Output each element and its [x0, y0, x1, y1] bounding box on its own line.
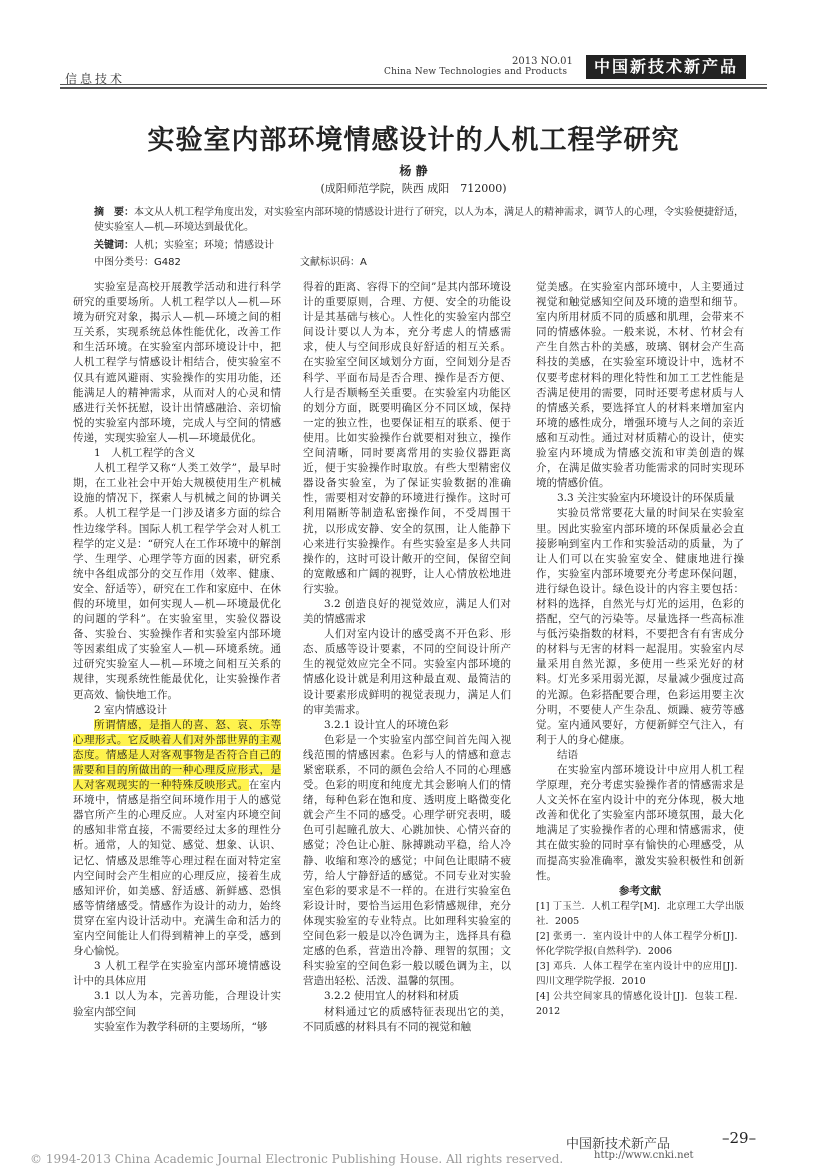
- section-heading: 2 室内情感设计: [94, 703, 168, 716]
- paragraph: 人机工程学又称“人类工效学”，最早时期，在工业社会中开始大规模使用生产机械设施的情况下，探索人与机械之间的协调关系。人机工程学是一门涉及诸多方面的综合性边缘学科。国际人机工程学学会对人机工程学的定义是：“研究人在工作环境中的解剖学、生理学、心理学等方面的因素，研究系统中各组成部分的交互作用（效率、健康、安全、舒适等），研究在工作和家庭中、在休假的环境里，如何实现人—机—环境最优化的问题的学科”。在实验室里，实验仪器设备、实验台、实验操作者和实验室内部环境等因素组成了实验室人—机—环境系统。通过研究实验室人—机—环境之间相互关系的规律，实现系统性能最优化，让实验操作者更高效、愉快地工作。: [73, 462, 281, 701]
- journal-name-en: China New Technologies and Products: [384, 67, 568, 77]
- author: 杨 静: [399, 164, 428, 178]
- paragraph: [73, 718, 281, 960]
- keywords-label: 关键词：: [94, 240, 134, 251]
- section-heading: 3 人机工程学在实验室内部环境情感设计中的具体应用: [73, 960, 281, 988]
- body-column-3: [536, 280, 744, 1019]
- abstract-text: 本文从人机工程学角度出发，对实验室内部环境的情感设计进行了研究，以人为本，满足人的精神需求，调节人的心理，令实验便捷舒适，使实验室人—机—环境达到最优化。: [94, 207, 744, 233]
- affiliation: (成阳师范学院，陕西 成阳 712000): [320, 182, 507, 195]
- reference-item: [3] 邓兵．人体工程学在室内设计中的应用[J]．四川文理学院学报．2010: [536, 960, 744, 987]
- header-rule: [60, 84, 767, 85]
- subsection-heading: 3.2 创造良好的视觉效应，满足人们对美的情感需求: [303, 597, 511, 626]
- reference-item: [4] 公共空间家具的情感化设计[J]．包装工程．2012: [536, 990, 744, 1017]
- copyright-watermark: © 1994-2013 China Academic Journal Electronic Publishing House. All rights reserved.: [30, 1152, 564, 1166]
- paragraph: 色彩是一个实验室内部空间首先闯入视线范围的情感因素。色彩与人的情感和意志紧密联系，不同的颜色会给人不同的心理感受。色彩的明度和纯度尤其会影响人们的情绪，每种色彩在饱和度、透明度上略微变化就会产生不同的感受。心理学研究表明，暖色可引起瞳孔放大、心跳加快、心情兴奋的感觉；冷色让心脏、脉搏跳动平稳，给人冷静、收缩和寒冷的感觉；中间色让眼睛不疲劳，给人宁静舒适的感觉。不同专业对实验室色彩的要求是不一样的。在进行实验室色彩设计时，要恰当运用色彩情感规律，充分体现实验室的专业特点。比如理科实验室的空间色彩一般是以冷色调为主，选择具有稳定感的色系，营造出冷静、理智的氛围；文科实验室的空间色彩一般以暖色调为主，以营造出轻松、活泼、温馨的氛围。: [303, 733, 511, 988]
- clc-number: 中图分类号：G482: [94, 257, 181, 268]
- body-column-1: [73, 280, 281, 1035]
- document-code: 文献标识码：A: [300, 257, 367, 268]
- paragraph: 觉美感。在实验室内部环境中，人主要通过视觉和触觉感知空间及环境的造型和细节。室内所用材质不同的质感和肌理，会带来不同的情感体验。一般来说，木材、竹材会有产生自然古朴的美感，玻璃、钢材会产生高科技的美感，在实验室环境设计中，选材不仅要考虑材料的理化特性和加工工艺性能是否满足使用的需要，同时还要考虑材质与人的情感关系，要选择宜人的材料来增加室内环境的感性成分，增强环境与人之间的亲近感和互动性。通过对材质精心的设计，使实验室内环境成为情感交流和审美创造的媒介，在满足做实验者功能需求的同时实现环境的情感价值。: [536, 281, 744, 490]
- footer-brand: 中国新技术新产品: [566, 1137, 671, 1152]
- subsection-heading: 3.1 以人为本，完善功能，合理设计实验室内部空间: [73, 990, 281, 1018]
- issue-number: 2013 NO.01: [512, 56, 573, 67]
- section-heading: 结语: [557, 748, 578, 761]
- paragraph: 实验室作为教学科研的主要场所，“够: [94, 1020, 268, 1033]
- keywords: [94, 236, 744, 251]
- journal-brand-banner: 中国新技术新产品: [586, 55, 746, 79]
- section-heading: 1 人机工程学的含义: [94, 447, 196, 460]
- abstract-label: 摘 要：: [94, 207, 134, 218]
- subsection-heading: 3.2.2 使用宜人的材料和材质: [324, 990, 460, 1003]
- paragraph: 在实验室内部环境设计中应用人机工程学原理，充分考虑实验操作者的情感需求是人文关怀在室内设计中的充分体现，极大地改善和优化了实验室内部环境氛围，最大化地满足了实验操作者的心理和情感需求，使其在做实验的同时享有愉快的心理感受，从而提高实验准确率，激发实验积极性和创新性。: [536, 764, 744, 882]
- header-rule-thick: [60, 87, 767, 89]
- keywords-text: 人机；实验室；环境；情感设计: [134, 240, 274, 251]
- subsection-heading: 3.2.1 设计宜人的环境色彩: [324, 718, 449, 731]
- paragraph: 得着的距离、容得下的空间”是其内部环境设计的重要原则，合理、方便、安全的功能设计是其基础与核心。人性化的实验室内部空间设计要以人为本，充分考虑人的情感需求，使人与空间形成良好舒适的相互关系。在实验室空间区域划分方面，空间划分是否科学、平面布局是否合理、操作是否方便、人行是否顺畅至关重要。在实验室内功能区的划分方面，既要明确区分不同区域，保持一定的独立性，也要保证相互的联系、便于使用。比如实验操作台就要相对独立，操作空间清晰，同时要离常用的实验仪器距离近，便于实验操作时取放。有些大型精密仪器设备实验室，为了保证实验数据的准确性，需要相对安静的环境进行操作。这时可利用隔断等制造私密操作间，不受周围干扰，以形成安静、安全的氛围，让人能静下心来进行实验操作。有些实验室是多人共同操作的，这时可设计敞开的空间，保留空间的宽敞感和广阔的视野，让人心情放松地进行实验。: [303, 281, 511, 595]
- footer-url[interactable]: http://www.cnki.net: [594, 1150, 694, 1161]
- body-column-2: [303, 280, 511, 1035]
- paragraph-text: 在室内环境中，情感是指空间环境作用于人的感觉器官所产生的心理反应。人对室内环境空间的感知非常直接，不需要经过太多的理性分析。通常，人的知觉、感觉、想象、认识、记忆、情感及思维等心理过程在面对特定室内空间时会产生相应的心理反应，接着生成感知评价，如美感、舒适感、新鲜感、恐惧感等情绪感受。情感作为设计的动力，始终贯穿在室内设计活动中。充满生命和活力的室内空间能让人们得到精神上的享受，感到身心愉悦。: [73, 779, 282, 958]
- reference-item: [1] 丁玉兰．人机工程学[M]．北京理工大学出版社．2005: [536, 900, 744, 927]
- article-title: 实验室内部环境情感设计的人机工程学研究: [147, 125, 680, 156]
- highlighted-text: 所谓情感，是指人的喜、怒、哀、乐等心理形式。它反映着人们对外部世界的主观态度。情感是人对客观事物是否符合自己的需要和目的所做出的一种心理反应形式，是人对客观现实的一种特殊反映形式。: [73, 718, 281, 792]
- reference-item: [2] 张勇一．室内设计中的人体工程学分析[J]．怀化学院学报(自然科学)．2006: [536, 930, 744, 957]
- paragraph: 材料通过它的质感特征表现出它的美，不同质感的材料具有不同的视觉和触: [303, 1005, 511, 1033]
- paragraph: 实验室是高校开展教学活动和进行科学研究的重要场所。人机工程学以人—机—环境为研究对象，揭示人—机—环境之间的相互关系，实现系统总体性能优化，改善工作和生活环境。在实验室内部环境设计中，把人机工程学与情感设计相结合，使实验室不仅具有遮风避雨、实验操作的实用功能，还能满足人的精神需求，从而对人的心灵和情感进行关怀抚慰，设计出情感融洽、亲切愉悦的实验室内部环境，完成人与空间的情感传递，实现实验室人—机—环境最优化。: [73, 281, 281, 444]
- references-title: 参考文献: [619, 884, 661, 897]
- abstract: [94, 205, 744, 235]
- paragraph: 人们对室内设计的感受离不开色彩、形态、质感等设计要素，不同的空间设计所产生的视觉效应完全不同。实验室内部环境的情感化设计就是利用这种最直观、最简洁的设计要素形成鲜明的视觉表现力，满足人们的审美需求。: [303, 628, 511, 716]
- section-label: 信息技术: [65, 72, 126, 86]
- page-number: –29–: [722, 1129, 757, 1147]
- paragraph: 实验员常常要花大量的时间呆在实验室里。因此实验室内部环境的环保质量必会直接影响到室内工作和实验活动的质量，为了让人们可以在实验室安全、健康地进行操作，实验室内部环境要充分考虑环保问题，进行绿色设计。绿色设计的内容主要包括：材料的选择，自然光与灯光的运用，色彩的搭配，空气的污染等。尽量选择一些高标准与低污染指数的材料，不要把含有有害成分的材料与无害的材料一起混用。实验室内尽量采用自然光源，多使用一些采光好的材料。灯光多采用弱光源，尽量减少强度过高的光源。色彩搭配要合理，色彩运用要主次分明，不要使人产生杂乱、烦躁、疲劳等感觉。室内通风要好，方便新鲜空气注入，有利于人的身心健康。: [536, 507, 744, 746]
- subsection-heading: 3.3 关注实验室内环境设计的环保质量: [557, 492, 735, 505]
